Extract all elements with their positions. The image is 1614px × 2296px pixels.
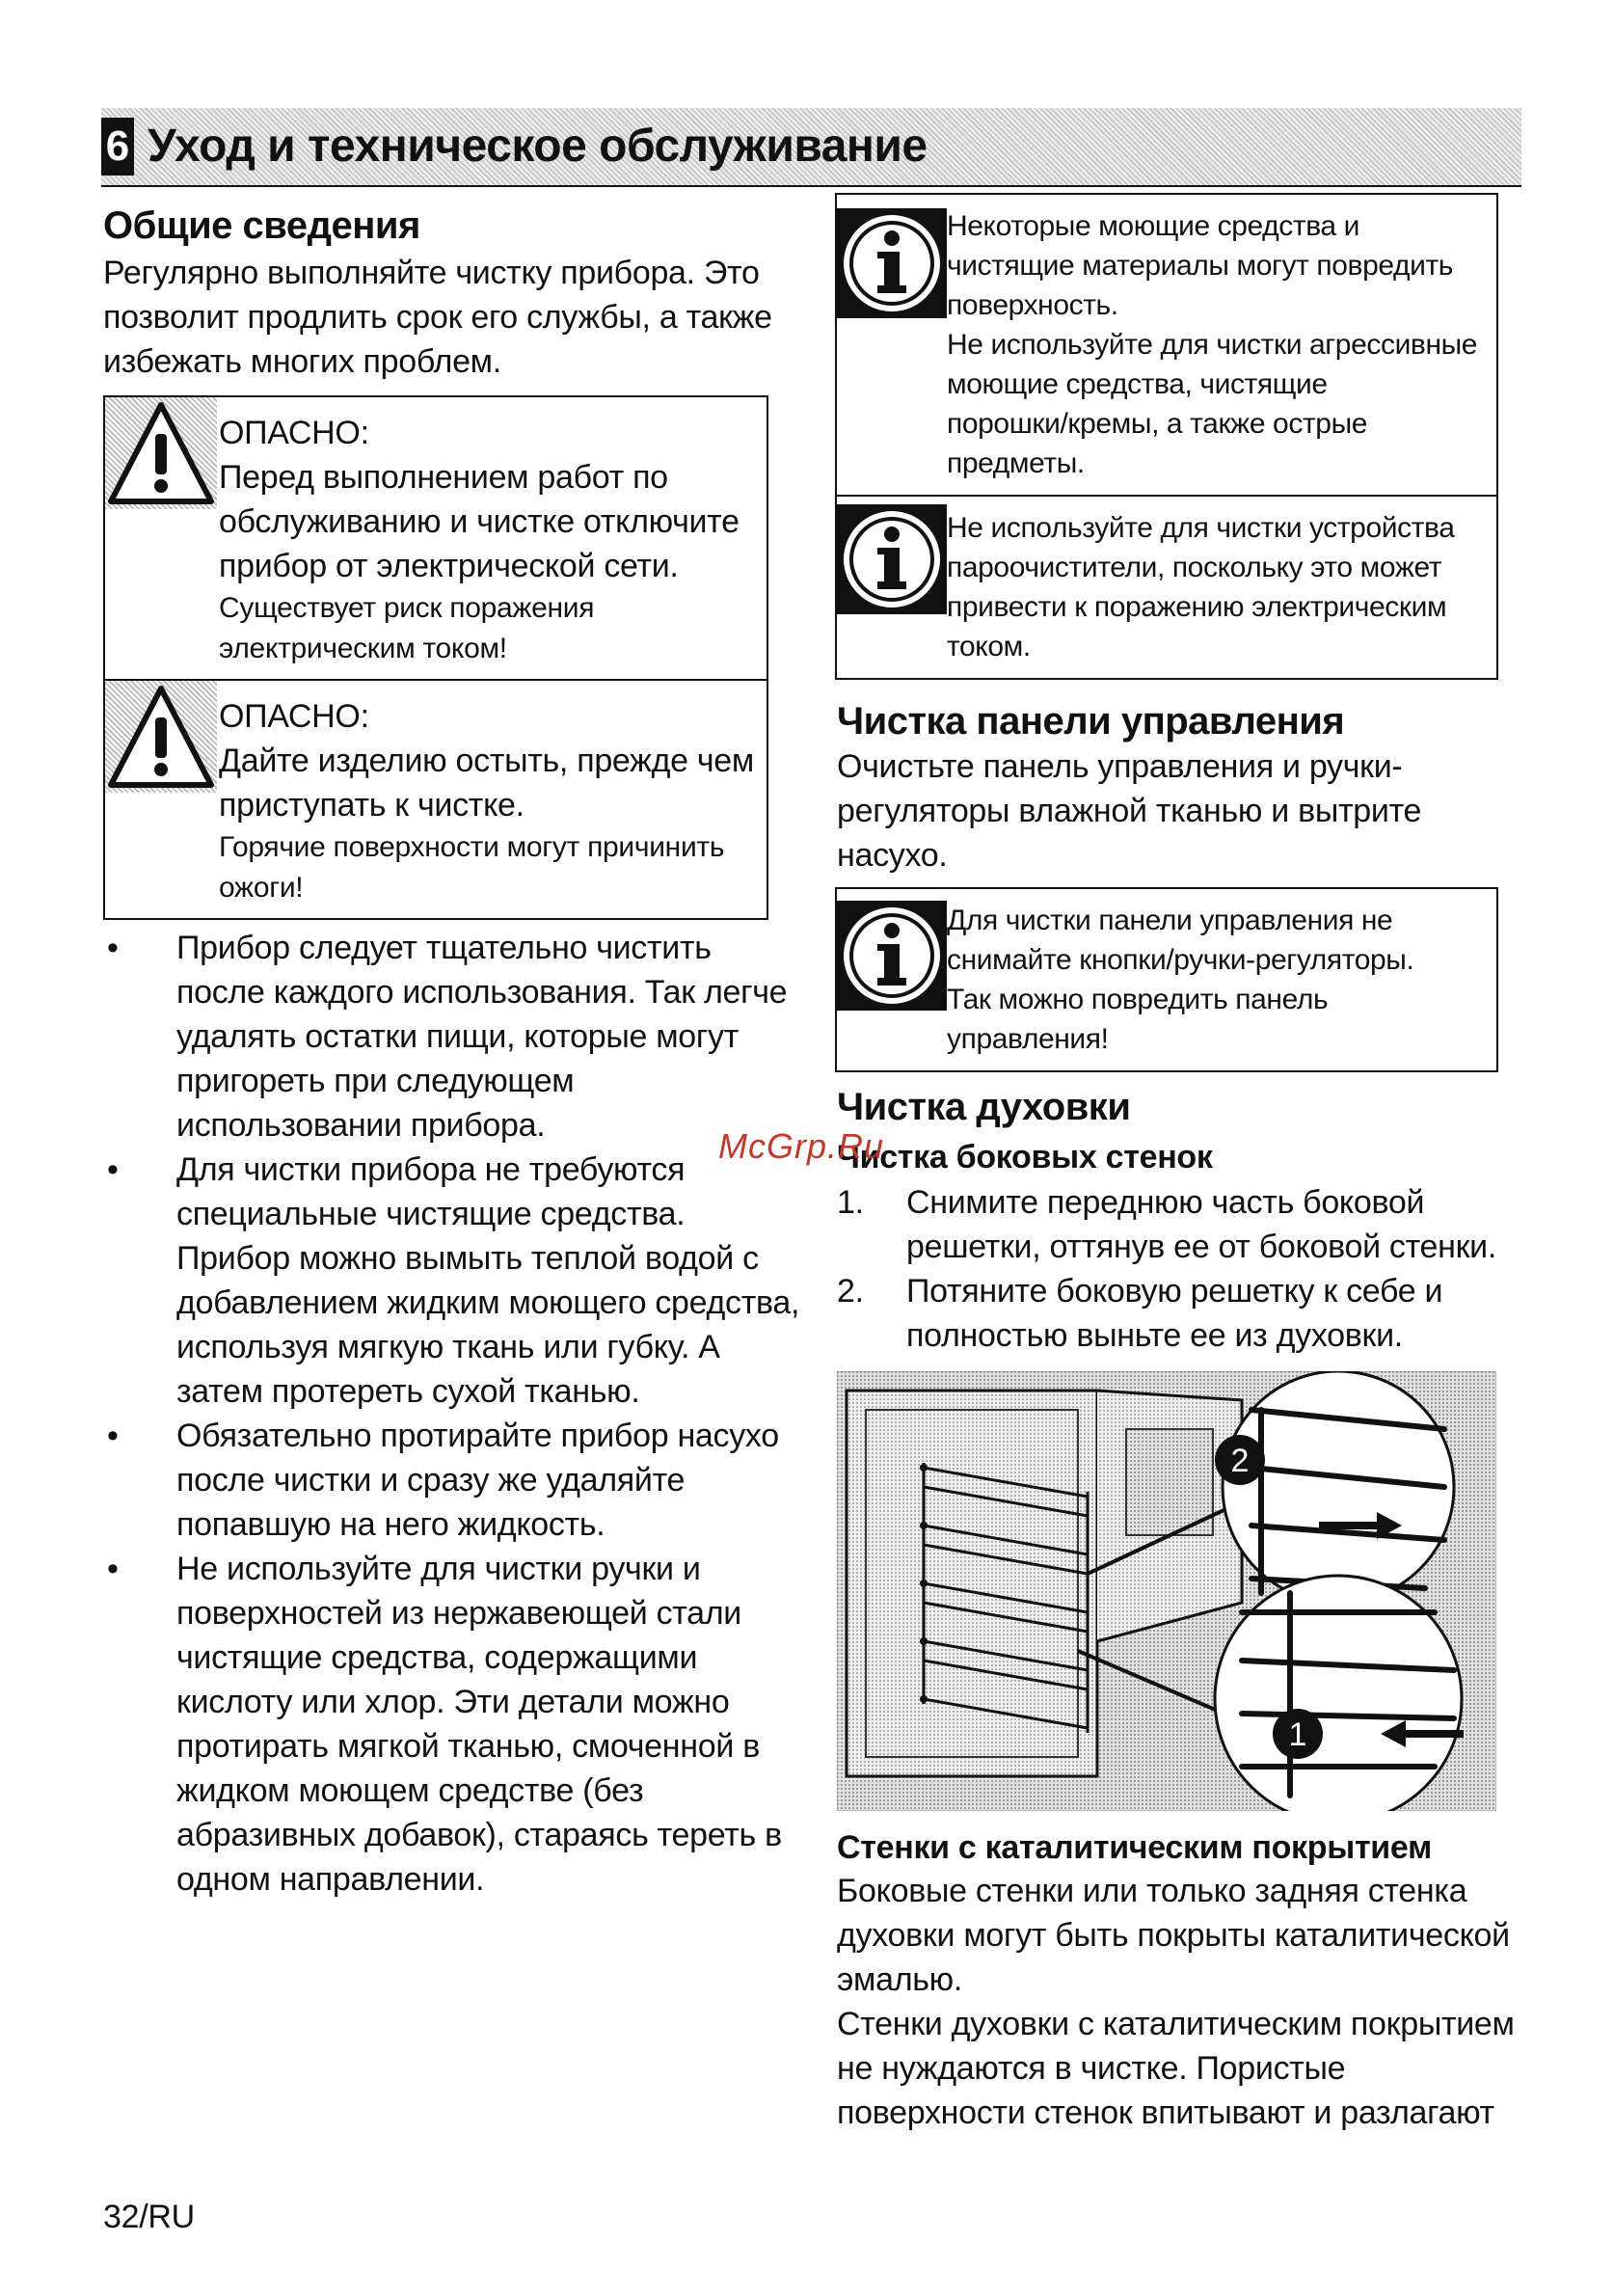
info-box — [837, 889, 1496, 1070]
info-line: моющие средства, чистящие — [947, 368, 1328, 400]
step-line: Потяните боковую решетку к себе и — [906, 1273, 1443, 1310]
general-intro — [103, 251, 797, 384]
bullet-line: • Для чистки прибора не требуются — [176, 1151, 686, 1188]
step-number: 1. — [837, 1184, 864, 1221]
catalytic-line: эмалью. — [837, 1961, 963, 1998]
warning-line: приступать к чистке. — [219, 787, 525, 824]
callout-2-label: 2 — [1230, 1443, 1250, 1479]
bullet-line: протирать мягкой тканью, смоченной в — [176, 1728, 760, 1765]
general-title: Общие сведения — [103, 204, 420, 247]
info-boxes-top — [835, 193, 1498, 680]
step-line: Снимите переднюю часть боковой — [906, 1184, 1425, 1221]
list-item — [103, 1148, 817, 1414]
info-line: порошки/кремы, а также острые — [947, 408, 1368, 440]
warning-line: прибор от электрической сети. — [219, 548, 679, 584]
info-line: Так можно повредить панель — [947, 984, 1329, 1015]
warning-note: электрическим током! — [219, 633, 507, 664]
catalytic-line: поверхности стенок впитывают и разлагают — [837, 2094, 1494, 2131]
bullet-line: Прибор можно вымыть теплой водой с — [176, 1240, 759, 1277]
bullet-line: специальные чистящие средства. — [176, 1196, 686, 1232]
info-line: Для чистки панели управления не — [947, 905, 1393, 936]
watermark: McGrp.Ru — [718, 1126, 885, 1166]
info-line: чистящие материалы могут повредить — [947, 250, 1454, 282]
bullet-line: затем протереть сухой тканью. — [176, 1373, 640, 1410]
info-line: предметы. — [947, 447, 1085, 479]
section-title: Уход и техническое обслуживание — [148, 121, 928, 172]
bullet-line: • Прибор следует тщательно чистить — [176, 930, 712, 966]
page-number: 32/RU — [103, 2199, 195, 2235]
bullet-line: использовании прибора. — [176, 1107, 546, 1144]
oven-steps — [837, 1180, 1512, 1358]
info-icon — [837, 901, 947, 1011]
step-number: 2. — [837, 1273, 864, 1310]
warning-line: Дайте изделию остыть, прежде чем — [219, 743, 754, 779]
step-line: решетки, оттянув ее от боковой стенки. — [906, 1229, 1497, 1265]
bullet-line: поверхностей из нержавеющей стали — [176, 1595, 741, 1632]
panel-title: Чистка панели управления — [837, 700, 1345, 743]
warning-box — [105, 397, 767, 679]
bullet-line: • Обязательно протирайте прибор насухо — [176, 1418, 779, 1454]
info-line: привести к поражению электрическим — [947, 591, 1447, 623]
list-item — [837, 1180, 1512, 1269]
warning-note: Существует риск поражения — [219, 592, 595, 624]
panel-line: Очистьте панель управления и ручки- — [837, 748, 1403, 785]
bullet-line: после чистки и сразу же удаляйте — [176, 1462, 686, 1499]
warning-note: ожоги! — [219, 872, 304, 904]
warning-boxes — [103, 395, 768, 920]
bullet-line: удалять остатки пищи, которые могут — [176, 1018, 739, 1055]
list-item — [103, 1547, 817, 1902]
intro-line: Регулярно выполняйте чистку прибора. Это — [103, 255, 760, 291]
care-bullet-list — [103, 926, 817, 1902]
catalytic-line: Боковые стенки или только задняя стенка — [837, 1873, 1467, 1909]
bullet-line: чистящие средства, содержащими — [176, 1639, 698, 1676]
bullet-line: абразивных добавок), стараясь тереть в — [176, 1817, 782, 1853]
warning-label: ОПАСНО: — [219, 698, 369, 735]
step-line: полностью выньте ее из духовки. — [906, 1317, 1403, 1354]
catalytic-line: духовки могут быть покрыты каталитической — [837, 1917, 1510, 1954]
warning-label: ОПАСНО: — [219, 415, 369, 451]
info-line: Не используйте для чистки устройства — [947, 512, 1455, 544]
oven-rack-figure — [837, 1371, 1496, 1811]
catalytic-title: Стенки с каталитическим покрытием — [837, 1829, 1432, 1866]
panel-section — [837, 698, 1512, 878]
bullet-line: попавшую на него жидкость. — [176, 1506, 605, 1543]
list-item — [837, 1269, 1512, 1358]
bullet-line: одном направлении. — [176, 1861, 485, 1898]
oven-subtitle: Чистка боковых стенок — [837, 1139, 1213, 1175]
list-item — [103, 1414, 817, 1547]
warning-note: Горячие поверхности могут причинить — [219, 831, 725, 863]
bullet-line: жидком моющем средстве (без — [176, 1772, 644, 1809]
bullet-line: кислоту или хлор. Эти детали можно — [176, 1684, 730, 1720]
info-box — [837, 495, 1496, 678]
bullet-line: используя мягкую ткань или губку. А — [176, 1329, 720, 1365]
warning-line: обслуживанию и чистке отключите — [219, 503, 740, 540]
intro-line: позволит продлить срок его службы, а также — [103, 299, 772, 336]
section-number: 6 — [101, 118, 134, 176]
warning-box — [105, 679, 767, 918]
bullet-line: • Не используйте для чистки ручки и — [176, 1551, 701, 1587]
bullet-line: после каждого использования. Так легче — [176, 974, 788, 1011]
bullet-line: пригореть при следующем — [176, 1063, 575, 1099]
info-line: Некоторые моющие средства и — [947, 210, 1359, 242]
info-icon — [837, 208, 947, 318]
info-line: снимайте кнопки/ручки-регуляторы. — [947, 944, 1414, 976]
info-icon — [837, 504, 947, 614]
info-box — [837, 195, 1496, 495]
oven-title: Чистка духовки — [837, 1086, 1131, 1128]
panel-info-box — [835, 887, 1498, 1072]
section-header — [101, 108, 1521, 187]
oven-section — [837, 1084, 1512, 1358]
callout-1-label: 1 — [1288, 1716, 1307, 1753]
warning-triangle-icon — [105, 397, 217, 509]
info-line: управления! — [947, 1023, 1109, 1055]
info-line: пароочистители, поскольку это может — [947, 552, 1442, 583]
catalytic-line: Стенки духовки с каталитическим покрытием — [837, 2006, 1515, 2042]
warning-triangle-icon — [105, 681, 217, 793]
intro-line: избежать многих проблем. — [103, 343, 501, 380]
panel-line: регуляторы влажной тканью и вытрите — [837, 793, 1422, 829]
info-line: током. — [947, 631, 1031, 662]
catalytic-line: не нуждаются в чистке. Пористые — [837, 2050, 1346, 2087]
info-line: поверхность. — [947, 289, 1118, 321]
general-section — [103, 203, 797, 384]
warning-line: Перед выполнением работ по — [219, 459, 668, 496]
info-line: Не используйте для чистки агрессивные — [947, 329, 1478, 361]
catalytic-section — [837, 1826, 1531, 2135]
bullet-line: добавлением жидким моющего средства, — [176, 1284, 800, 1321]
list-item — [103, 926, 817, 1148]
panel-line: насухо. — [837, 837, 948, 874]
